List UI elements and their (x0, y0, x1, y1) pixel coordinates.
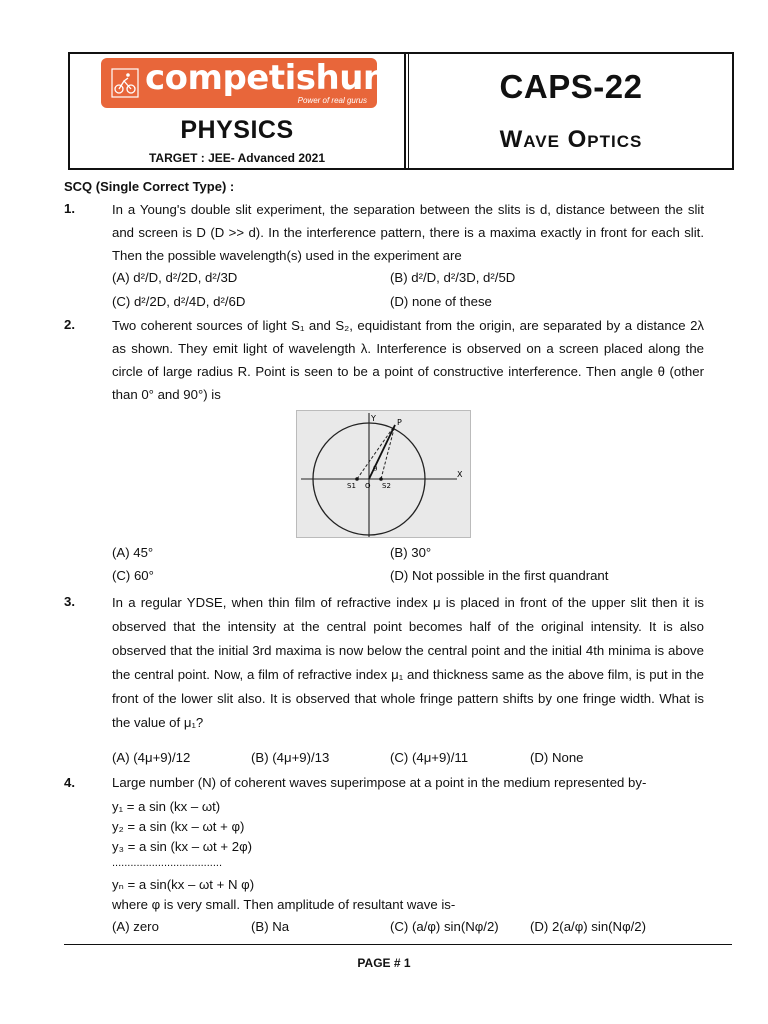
option-c: (C) (4μ+9)/11 (390, 750, 469, 765)
circle-diagram (296, 410, 471, 538)
option-a: (A) zero (112, 919, 159, 934)
option-a: (A) d²/D, d²/2D, d²/3D (112, 270, 238, 285)
equation-n: yₙ = a sin(kx – ωt + N φ) (112, 877, 255, 892)
document-header (68, 52, 734, 170)
question-number: 1. (64, 201, 75, 216)
x-axis-label: X (457, 470, 463, 479)
option-b: (B) 30° (390, 545, 432, 560)
slits-circle-diagram (297, 411, 472, 539)
option-c: (C) (a/φ) sin(Nφ/2) (390, 919, 499, 934)
page-number: PAGE # 1 (357, 956, 411, 970)
y-axis-label: Y (371, 414, 376, 423)
question-number: 3. (64, 594, 75, 609)
s1-label: S1 (347, 482, 356, 490)
topic-title: Wave Optics (499, 126, 643, 153)
option-b: (B) d²/D, d²/3D, d²/5D (390, 270, 516, 285)
equation-ellipsis: .................................... (112, 857, 223, 869)
condition-text: where φ is very small. Then amplitude of resultant wave is- (112, 897, 456, 912)
option-a: (A) (4μ+9)/12 (112, 750, 191, 765)
cyclist-logo-icon (111, 68, 139, 98)
option-d: (D) 2(a/φ) sin(Nφ/2) (530, 919, 647, 934)
option-a: (A) 45° (112, 545, 154, 560)
equation-1: y₁ = a sin (kx – ωt) (112, 799, 221, 814)
section-title: SCQ (Single Correct Type) : (64, 179, 235, 194)
question-number: 4. (64, 775, 75, 790)
origin-label: O (365, 482, 371, 490)
option-c: (C) 60° (112, 568, 154, 583)
option-c: (C) d²/2D, d²/4D, d²/6D (112, 294, 246, 309)
option-b: (B) (4μ+9)/13 (251, 750, 330, 765)
equation-3: y₃ = a sin (kx – ωt + 2φ) (112, 839, 253, 854)
header-divider (404, 54, 406, 168)
question-text: In a Young's double slit experiment, the separation between the slits is d, distance between the slit and screen is D (D >> d). In the interference pattern, there is a maxima exactly in front for each slit. Then the possible wavelength(s) used in the experiment are (112, 202, 704, 263)
target-exam: TARGET : JEE- Advanced 2021 (148, 151, 326, 165)
option-d: (D) Not possible in the first quandrant (390, 568, 609, 583)
logo-text: competishun (145, 58, 387, 98)
question-text: Two coherent sources of light S₁ and S₂, equidistant from the origin, are separated by a distance 2λ as shown. They emit light of wavelength λ. Interference is observed on a screen placed along the circle of large radius R. Point is seen to be a point of constructive interference. Then angle θ (other than 0° and 90°) is (112, 318, 704, 402)
point-p-label: P (397, 418, 402, 427)
option-d: (D) None (530, 750, 584, 765)
question-text: In a regular YDSE, when thin film of refractive index μ is placed in front of the upper slit then it is observed that the intensity at the central point becomes half of the original intensity. It is also observed that the initial 3rd maxima is now below the central point and the initial 4th minima is above the central point. Now, a film of refractive index μ₁ and thickness same as the above film, is put in the front of the lower slit also. It is observed that whole fringe pattern shifts by one fringe width. What is the value of μ₁? (112, 595, 704, 730)
s2-label: S2 (382, 482, 391, 490)
question-text: Large number (N) of coherent waves superimpose at a point in the medium represented by- (112, 775, 647, 790)
logo-tagline: Power of real gurus (297, 96, 367, 105)
equation-2: y₂ = a sin (kx – ωt + φ) (112, 819, 245, 834)
theta-label: θ (373, 465, 378, 473)
subject-title: PHYSICS (180, 116, 294, 144)
option-b: (B) Na (251, 919, 290, 934)
question-number: 2. (64, 317, 75, 332)
option-d: (D) none of these (390, 294, 492, 309)
sheet-code: CAPS-22 (499, 68, 643, 105)
footer-rule (64, 944, 732, 945)
brand-logo (101, 58, 387, 108)
